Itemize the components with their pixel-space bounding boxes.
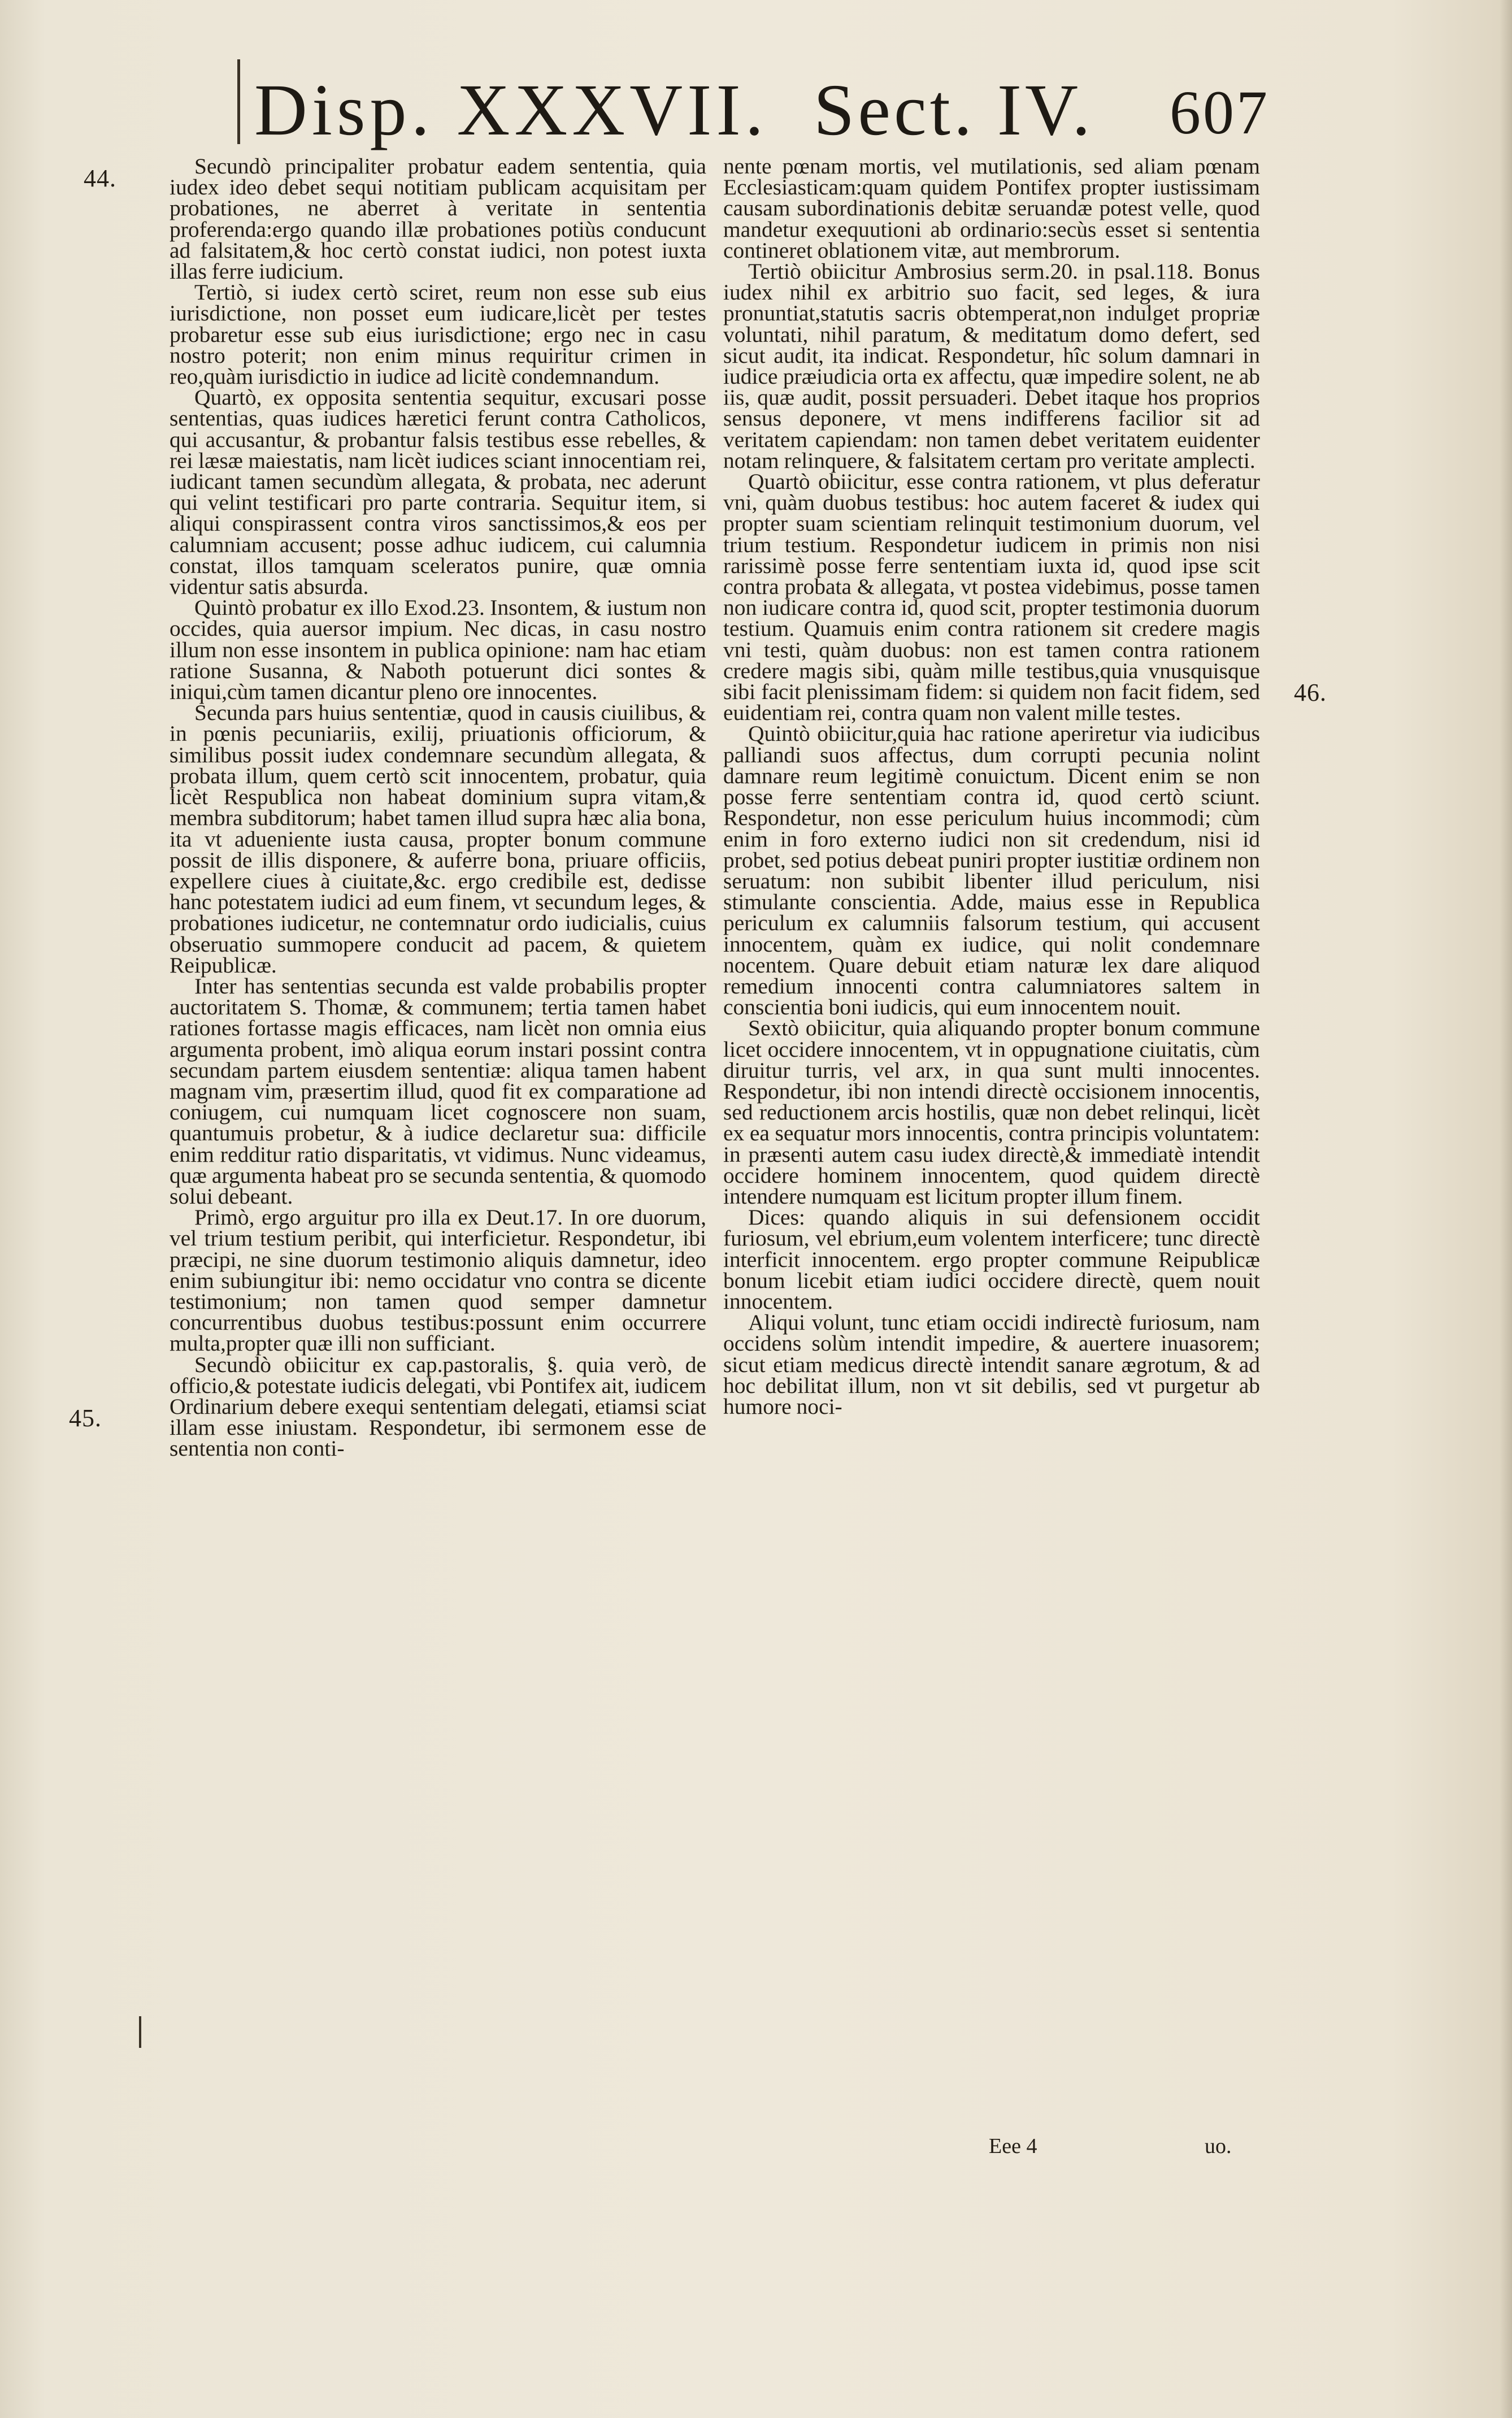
page-number: 607 — [1170, 78, 1270, 147]
paragraph: Secundò obiicitur ex cap.pastoralis, §. quia verò, de officio,& potestate iudicis delegati, vbi Pontifex ait, iudicem Ordinarium debere exequi sententiam delegati, etiamsi sciat illam esse iniustam. Respondetur, ibi sermonem esse de sententia non conti- — [170, 1352, 706, 1461]
signature-mark: Eee 4 — [989, 2134, 1037, 2158]
paragraph: Quintò probatur ex illo Exod.23. Insontem, & iustum non occides, quia auersor impium. Nec dicas, in casu nostro illum non esse insontem in publica opinione: nam hac etiam ratione Susanna, & Naboth potuerunt dici sontes & iniqui,cùm tamen dicantur pleno ore innocentes. — [170, 595, 706, 705]
paragraph: Secunda pars huius sententiæ, quod in causis ciuilibus, & in pœnis pecuniariis, exilij, priuationis officiorum, & similibus possit iudex condemnare secundùm allegata, & probata illum, quem certò scit innocentem, probatur, quia licèt Respublica non habeat dominium supra vitam,& membra subditorum; habet tamen illud supra hæc alia bona, ita vt adueniente iusta causa, propter bonum commune possit de illis disponere, & auferre bona, priuare officiis, expellere ciues à ciuitate,&c. ergo credibile est, dedisse hanc potestatem iudici ad eum finem, vt secundum leges, & probationes iudicetur, ne contemnatur ordo iudicialis, cuius obseruatio summopere conducit ad pacem, & quietem Reipublicæ. — [170, 700, 706, 978]
running-head — [243, 68, 1277, 158]
catchword: uo. — [1205, 2134, 1232, 2158]
paragraph: Quartò, ex opposita sententia sequitur, excusari posse sententias, quas iudices hæretici ferunt contra Catholicos, qui accusantur, & probantur falsis testibus esse rebelles, & rei læsæ maiestatis, nam licèt iudices sciant innocentiam rei, iudicant tamen secundùm allegata, & probata, nec aderunt qui velint testificari pro parte contraria. Sequitur item, si aliqui conspirassent contra viros sanctissimos,& eos per calumniam accusent; posse adhuc iudicem, cui calumnia constat, illos tamquam sceleratos punire, quæ omnia videntur satis absurda. — [170, 385, 706, 600]
paragraph: Sextò obiicitur, quia aliquando propter bonum commune licet occidere innocentem, vt in oppugnatione ciuitatis, cùm diruitur turris, vel arx, in qua sunt multi innocentes. Respondetur, ibi non intendi directè occisionem innocentis, sed reductionem arcis hostilis, quæ non debet relinqui, licèt ex ea sequatur mors innocentis, contra principis voluntatem: in præsenti autem casu iudex directè,& immediatè intendit occidere hominem innocentem, quod quidem directè intendere numquam est licitum propter illum finem. — [723, 1015, 1260, 1209]
marginal-bracket — [139, 2016, 141, 2048]
paragraph: nente pœnam mortis, vel mutilationis, sed aliam pœnam Ecclesiasticam:quam quidem Pontifex propter iustissimam causam subordinationis debitæ seruandæ potest velle, quod mandetur exequutioni ab ordinario:secùs esset si sententia contineret oblationem vitæ, aut membrorum. — [723, 154, 1260, 263]
paragraph: Dices: quando aliquis in sui defensionem occidit furiosum, vel ebrium,eum volentem interficere; tunc directè interficit innocentem. ergo propter commune Reipublicæ bonum licebit etiam iudici occidere directè, quem nouit innocentem. — [723, 1205, 1260, 1314]
paragraph: Tertiò obiicitur Ambrosius serm.20. in psal.118. Bonus iudex nihil ex arbitrio suo facit, sed leges, & iura pronuntiat,statutis sacris obtemperat,non indulget propriæ voluntati, nihil paratum, & meditatum domo defert, sed sicut audit, ita indicat. Respondetur, hîc solum damnari in iudice præiudicia orta ex affectu, quæ impedire solent, ne ab iis, quæ audit, possit persuaderi. Debet itaque hos proprios sensus deponere, vt mens indifferens facilior sit ad veritatem capiendam: non tamen debet veritatem euidenter notam relinquere, & falsitatem certam pro veritate amplecti. — [723, 259, 1260, 473]
page-edge-shadow — [1500, 0, 1512, 2418]
margin-number-44: 44. — [84, 164, 116, 192]
text-column-right — [723, 156, 1260, 1417]
paragraph: Primò, ergo arguitur pro illa ex Deut.17. In ore duorum, vel trium testium peribit, qui interficietur. Respondetur, ibi præcipi, ne sine duorum testimonio aliquis damnetur, ideo enim subiungitur ibi: nemo occidatur vno contra se dicente testimonium; non tamen quod semper damnetur concurrentibus duobus testibus:possunt enim occurrere multa,propter quæ illi non sufficiant. — [170, 1205, 706, 1356]
paragraph: Inter has sententias secunda est valde probabilis propter auctoritatem S. Thomæ, & communem; tertia tamen habet rationes fortasse magis efficaces, nam licèt non omnia eius argumenta probent, imò aliqua eorum instari possint contra secundam partem eiusdem sententiæ: aliqua tamen habent magnam vim, præsertim illud, quod fit ex comparatione ad coniugem, cui numquam licet cognoscere non suam, quantumuis probetur, & à iudice declaretur sua: difficile enim redditur ratio disparitatis, vt vidimus. Nunc videamus, quæ argumenta habeat pro se secunda sententia, & quomodo solui debeant. — [170, 973, 706, 1209]
text-column-left — [170, 156, 706, 1460]
margin-number-45: 45. — [69, 1404, 102, 1432]
paragraph: Quintò obiicitur,quia hac ratione aperiretur via iudicibus palliandi suos affectus, dum corrupti pecunia nolint damnare reum legitimè conuictum. Dicent enim se non posse ferre sententiam contra id, quod certò sciunt. Respondetur, non esse periculum huius incommodi; cùm enim in foro externo iudici non sit credendum, nisi id probet, sed potius debeat puniri propter iustitiæ ordinem non seruatum: non subibit libenter illud periculum, nisi stimulante conscientia. Adde, maius esse in Republica periculum ex calumniis falsorum testium, qui accusent innocentem, quàm ex iudice, qui nolit condemnare nocentem. Quare debuit etiam naturæ lex dare aliquod remedium innocenti contra calumniatores saltem in conscientia boni iudicis, qui eum innocentem nouit. — [723, 721, 1260, 1020]
paragraph: Tertiò, si iudex certò sciret, reum non esse sub eius iurisdictione, non posset eum iudicare,licèt per testes probaretur esse sub eius iurisdictione; ergo nec in casu nostro poterit; non enim minus requiritur crimen in reo,quàm iurisdictio in iudice ad licitè condemnandum. — [170, 280, 706, 389]
running-head-section: Sect. IV. — [814, 70, 1094, 151]
paragraph: Quartò obiicitur, esse contra rationem, vt plus deferatur vni, quàm duobus testibus: hoc autem faceret & iudex qui propter suam scientiam relinquit testimonium duorum, vel trium testium. Respondetur iudicem in primis non nisi rarissimè posse ferre sententiam iuxta id, quod ipse scit contra probata & allegata, vt postea videbimus, posse tamen non iudicare contra id, quod scit, propter testimonia duorum testium. Quamuis enim contra rationem sit credere magis vni testi, quàm duobus: non est tamen contra rationem credere magis sibi, quàm mille testibus,quia vnusquisque sibi facit plenissimam fidem: si quidem non facit fidem, sed euidentiam rei, contra quam non valent mille testes. — [723, 469, 1260, 726]
running-head-disputation: Disp. XXXVII. — [254, 70, 768, 151]
margin-number-46: 46. — [1294, 679, 1327, 706]
paragraph: Aliqui volunt, tunc etiam occidi indirectè furiosum, nam occidens solùm intendit impedire, & auertere inuasorem; sicut etiam medicus directè intendit sanare ægrotum, & ad hoc debilitat illum, non vt sit debilis, sed vt purgetur ab humore noci- — [723, 1310, 1260, 1419]
paragraph: Secundò principaliter probatur eadem sententia, quia iudex ideo debet sequi notitiam publicam acquisitam per probationes, ne aberret à veritate in sententia proferenda:ergo quando illæ probationes potiùs conducunt ad falsitatem,& hoc certò constat iudici, non potest iuxta illas ferre iudicium. — [170, 154, 706, 284]
running-head-rule — [237, 59, 240, 144]
